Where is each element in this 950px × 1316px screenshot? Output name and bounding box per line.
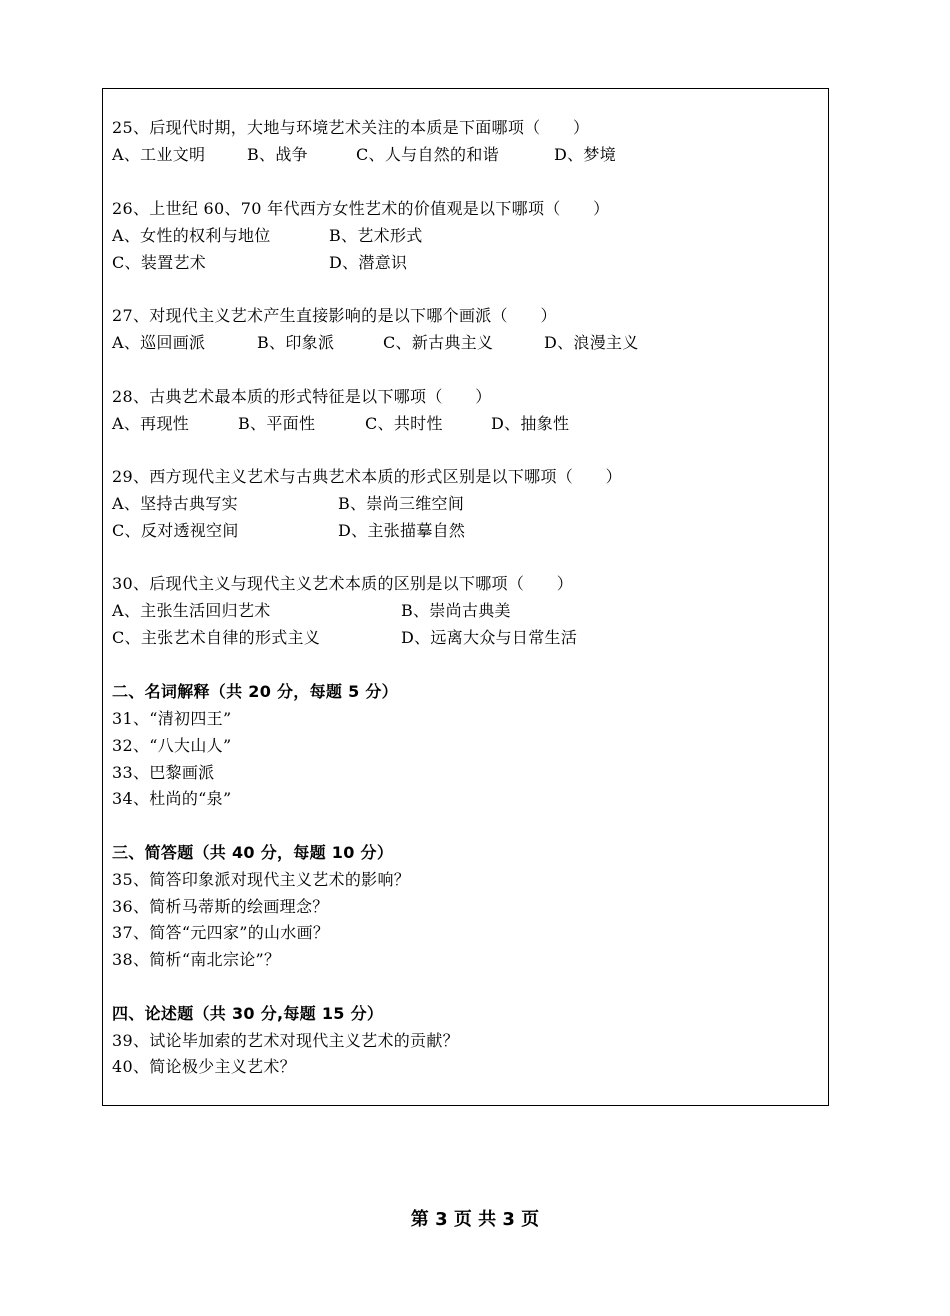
q28-option-b: B、平面性 xyxy=(238,414,316,433)
short-answer-35: 35、简答印象派对现代主义艺术的影响？ xyxy=(112,870,411,889)
term-33: 33、巴黎画派 xyxy=(112,763,215,782)
term-34: 34、杜尚的“泉” xyxy=(112,789,232,808)
question-28-stem: 28、古典艺术最本质的形式特征是以下哪项（ ） xyxy=(112,387,492,406)
q25-option-b: B、战争 xyxy=(247,145,308,164)
q26-option-b: B、艺术形式 xyxy=(329,226,423,245)
section-3-heading: 三、简答题（共 40 分，每题 10 分） xyxy=(112,843,394,862)
term-31: 31、“清初四王” xyxy=(112,709,232,728)
q28-option-a: A、再现性 xyxy=(112,414,190,433)
q30-option-a: A、主张生活回归艺术 xyxy=(112,601,271,620)
short-answer-36: 36、简析马蒂斯的绘画理念？ xyxy=(112,897,329,916)
q27-option-c: C、新古典主义 xyxy=(383,333,494,352)
q26-option-c: C、装置艺术 xyxy=(112,253,207,272)
question-25-stem: 25、后现代时期，大地与环境艺术关注的本质是下面哪项（ ） xyxy=(112,118,590,137)
q30-option-b: B、崇尚古典美 xyxy=(401,601,511,620)
q25-option-a: A、工业文明 xyxy=(112,145,206,164)
question-26-stem: 26、上世纪 60、70 年代西方女性艺术的价值观是以下哪项（ ） xyxy=(112,199,610,218)
q26-option-a: A、女性的权利与地位 xyxy=(112,226,271,245)
essay-40: 40、简论极少主义艺术？ xyxy=(112,1057,296,1076)
term-32: 32、“八大山人” xyxy=(112,736,232,755)
q28-option-c: C、共时性 xyxy=(365,414,443,433)
q25-option-c: C、人与自然的和谐 xyxy=(356,145,499,164)
short-answer-38: 38、简析“南北宗论”？ xyxy=(112,950,281,969)
q29-option-b: B、崇尚三维空间 xyxy=(338,494,465,513)
short-answer-37: 37、简答“元四家”的山水画？ xyxy=(112,923,330,942)
q29-option-c: C、反对透视空间 xyxy=(112,521,239,540)
q30-option-c: C、主张艺术自律的形式主义 xyxy=(112,628,321,647)
q28-option-d: D、抽象性 xyxy=(491,414,570,433)
q26-option-d: D、潜意识 xyxy=(329,253,408,272)
q29-option-d: D、主张描摹自然 xyxy=(338,521,466,540)
section-2-heading: 二、名词解释（共 20 分，每题 5 分） xyxy=(112,682,398,701)
question-27-stem: 27、对现代主义艺术产生直接影响的是以下哪个画派（ ） xyxy=(112,306,557,325)
q27-option-d: D、浪漫主义 xyxy=(544,333,639,352)
q25-option-d: D、梦境 xyxy=(554,145,617,164)
question-29-stem: 29、西方现代主义艺术与古典艺术本质的形式区别是以下哪项（ ） xyxy=(112,467,622,486)
question-30-stem: 30、后现代主义与现代主义艺术本质的区别是以下哪项（ ） xyxy=(112,574,574,593)
q27-option-a: A、巡回画派 xyxy=(112,333,206,352)
q27-option-b: B、印象派 xyxy=(257,333,335,352)
section-4-heading: 四、论述题（共 30 分,每题 15 分） xyxy=(112,1004,384,1023)
q29-option-a: A、坚持古典写实 xyxy=(112,494,238,513)
page-number-footer: 第 3 页 共 3 页 xyxy=(410,1209,540,1230)
essay-39: 39、试论毕加索的艺术对现代主义艺术的贡献？ xyxy=(112,1031,459,1050)
q30-option-d: D、远离大众与日常生活 xyxy=(401,628,578,647)
